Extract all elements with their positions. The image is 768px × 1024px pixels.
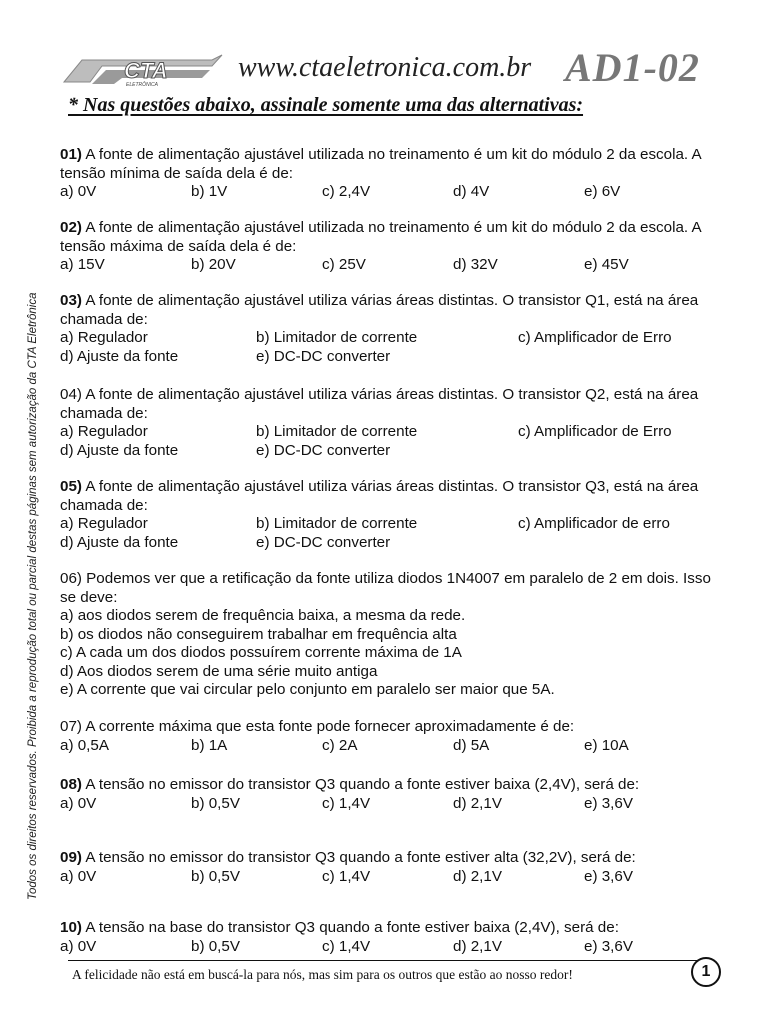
question-03 [60, 292, 720, 366]
option-d[interactable]: d) 2,1V [453, 867, 502, 885]
options-row [60, 423, 720, 442]
option-a[interactable]: a) 0V [60, 794, 97, 812]
question-number: 10) [60, 919, 82, 936]
question-09 [60, 849, 720, 886]
question-text: 01) A fonte de alimentação ajustável utilizada no treinamento é um kit do módulo 2 da escola. A tensão mínima de saída dela é de: [60, 146, 701, 182]
svg-text:ELETRÔNICA: ELETRÔNICA [126, 82, 158, 88]
page-footer [68, 960, 700, 982]
question-10 [60, 919, 720, 956]
footer-motto: A felicidade não está em buscá-la para nós, mas sim para os outros que estão ao nosso redor! [72, 967, 573, 982]
option-c[interactable]: c) Amplificador de Erro [518, 329, 672, 346]
cta-logo [62, 52, 227, 93]
option-d[interactable]: d) 32V [453, 256, 498, 273]
page-header [0, 40, 768, 100]
question-number: 02) [60, 219, 82, 236]
option-d[interactable]: d) Ajuste da fonte [60, 441, 179, 459]
option-d[interactable]: d) 5A [453, 736, 490, 754]
option-e[interactable]: e) 3,6V [584, 937, 633, 955]
option-e[interactable]: e) 45V [584, 256, 629, 273]
option-b[interactable]: b) 1A [191, 736, 228, 754]
options-row [60, 938, 720, 957]
option-c[interactable]: c) 1,4V [322, 794, 371, 812]
option-e[interactable]: e) DC-DC converter [256, 347, 391, 365]
options-row [60, 515, 720, 534]
option-b[interactable]: b) 0,5V [191, 867, 240, 885]
option-a[interactable]: a) 15V [60, 256, 105, 273]
option-d[interactable]: d) Ajuste da fonte [60, 347, 179, 365]
question-number: 05) [60, 478, 82, 495]
options-row [60, 737, 720, 756]
option-e[interactable]: e) A corrente que vai circular pelo conjunto em paralelo ser maior que 5A. [60, 681, 555, 698]
option-c[interactable]: c) 2A [322, 736, 358, 754]
question-text: 02) A fonte de alimentação ajustável utilizada no treinamento é um kit do módulo 2 da escola. A tensão máxima de saída dela é de: [60, 219, 701, 255]
option-c[interactable]: c) Amplificador de erro [518, 515, 670, 532]
question-08 [60, 776, 720, 813]
option-a[interactable]: a) 0V [60, 937, 97, 955]
option-e[interactable]: e) 3,6V [584, 794, 633, 812]
question-number: 08) [60, 776, 82, 793]
page-number: 1 [691, 957, 721, 987]
option-c[interactable]: c) 1,4V [322, 867, 371, 885]
question-text: 08) A tensão no emissor do transistor Q3 quando a fonte estiver baixa (2,4V), será de: [60, 776, 640, 793]
question-number: 09) [60, 849, 82, 866]
option-e[interactable]: e) 10A [584, 736, 629, 754]
option-b[interactable]: b) 20V [191, 256, 236, 273]
options-row [60, 329, 720, 348]
question-05 [60, 478, 720, 552]
question-text: 04) A fonte de alimentação ajustável utiliza várias áreas distintas. O transistor Q2, está na área chamada de: [60, 386, 699, 422]
option-b[interactable]: b) Limitador de corrente [256, 423, 418, 440]
question-text: 03) A fonte de alimentação ajustável utiliza várias áreas distintas. O transistor Q1, está na área chamada de: [60, 292, 699, 328]
question-text: 07) A corrente máxima que esta fonte pode fornecer aproximadamente é de: [60, 718, 575, 735]
option-a[interactable]: a) 0V [60, 867, 97, 885]
option-a[interactable]: a) Regulador [60, 515, 148, 532]
option-b[interactable]: b) Limitador de corrente [256, 329, 418, 346]
option-d[interactable]: d) 2,1V [453, 937, 502, 955]
question-01 [60, 146, 720, 202]
option-e[interactable]: e) DC-DC converter [256, 441, 391, 459]
options-row [60, 183, 720, 202]
question-text: 06) Podemos ver que a retificação da fonte utiliza diodos 1N4007 em paralelo de 2 em dois. Isso se deve: [60, 570, 711, 606]
site-url: www.ctaeletronica.com.br [238, 52, 532, 83]
option-d[interactable]: d) Ajuste da fonte [60, 533, 179, 551]
option-b[interactable]: b) Limitador de corrente [256, 515, 418, 532]
options-row [60, 795, 720, 814]
option-c[interactable]: c) 1,4V [322, 937, 371, 955]
question-07 [60, 718, 720, 755]
options-row [60, 868, 720, 887]
option-e[interactable]: e) DC-DC converter [256, 533, 391, 551]
question-number: 01) [60, 146, 82, 163]
svg-text:CTA: CTA [124, 58, 168, 83]
option-c[interactable]: c) Amplificador de Erro [518, 423, 672, 440]
option-b[interactable]: b) 0,5V [191, 794, 240, 812]
question-number: 03) [60, 292, 82, 309]
question-text: 05) A fonte de alimentação ajustável utiliza várias áreas distintas. O transistor Q3, está na área chamada de: [60, 478, 699, 514]
option-c[interactable]: c) 2,4V [322, 183, 371, 200]
question-06 [60, 570, 720, 700]
question-text: 10) A tensão na base do transistor Q3 quando a fonte estiver baixa (2,4V), será de: [60, 919, 619, 936]
option-a[interactable]: a) Regulador [60, 423, 148, 440]
option-b[interactable]: b) 0,5V [191, 937, 240, 955]
option-b[interactable]: b) 1V [191, 183, 228, 200]
option-d[interactable]: d) 2,1V [453, 794, 502, 812]
option-c[interactable]: c) 25V [322, 256, 366, 273]
option-e[interactable]: e) 3,6V [584, 867, 633, 885]
options-row [60, 442, 720, 461]
instruction-heading: * Nas questões abaixo, assinale somente uma das alternativas: [68, 94, 584, 116]
copyright-notice: Todos os direitos reservados. Proibida a reprodução total ou parcial destas páginas sem autorização da CTA Eletrônica [27, 292, 39, 900]
question-04 [60, 386, 720, 460]
options-row [60, 348, 720, 367]
option-a[interactable]: a) 0,5A [60, 736, 109, 754]
option-e[interactable]: e) 6V [584, 183, 621, 200]
document-code: AD1-02 [565, 45, 700, 90]
option-a[interactable]: a) Regulador [60, 329, 148, 346]
option-d[interactable]: d) 4V [453, 183, 490, 200]
option-d[interactable]: d) Aos diodos serem de uma série muito antiga [60, 662, 378, 680]
question-02 [60, 219, 720, 275]
options-row [60, 534, 720, 553]
option-c[interactable]: c) A cada um dos diodos possuírem corrente máxima de 1A [60, 644, 462, 661]
option-b[interactable]: b) os diodos não conseguirem trabalhar em frequência alta [60, 625, 457, 643]
option-a[interactable]: a) 0V [60, 183, 97, 200]
question-text: 09) A tensão no emissor do transistor Q3 quando a fonte estiver alta (32,2V), será de: [60, 849, 636, 866]
option-a[interactable]: a) aos diodos serem de frequência baixa, a mesma da rede. [60, 607, 466, 624]
options-row [60, 256, 720, 275]
